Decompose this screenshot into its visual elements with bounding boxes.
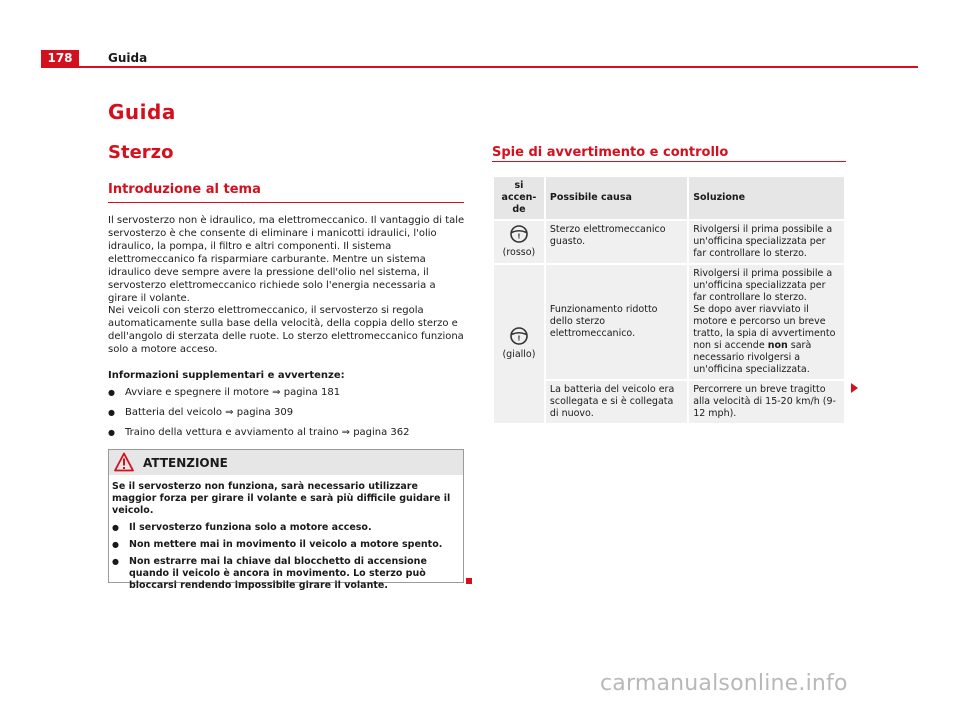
table-row [494, 381, 844, 423]
running-title: Guida [108, 51, 148, 65]
header-rule [41, 66, 918, 68]
column-header-solution: Soluzione [689, 177, 844, 219]
info-label: Informazioni supplementari e avvertenze: [108, 370, 345, 381]
solution-cell [689, 265, 844, 379]
cause-cell: Funzionamento ridotto dello sterzo elettromeccanico. [546, 265, 687, 379]
warning-triangle-icon [114, 452, 134, 472]
warning-item: ● Non estrarre mai la chiave dal blocchetto di accensione quando il veicolo è ancora in movimento. Lo sterzo può bloccarsi rendendo impossibile girare il volante. [112, 556, 462, 592]
warning-title: ATTENZIONE [143, 456, 228, 470]
warning-intro: Se il servosterzo non funziona, sarà necessario utilizzare maggior forza per girare il volante e sarà più difficile guidare il veicolo. [112, 481, 451, 516]
warning-lights-heading: Spie di avvertimento e controllo [492, 145, 729, 160]
table-row [494, 221, 844, 263]
solution-text: Se dopo aver riavviato il motore e percorso un breve tratto, la spia di avvertimento non si accende [693, 304, 836, 351]
cross-reference-item[interactable]: ● Batteria del veicolo ⇒ pagina 309 [108, 406, 468, 419]
section-title: Sterzo [108, 142, 174, 163]
subsection-title: Introduzione al tema [108, 182, 261, 197]
lamp-cell [494, 221, 544, 263]
lamp-color-label: (giallo) [502, 349, 536, 360]
continue-arrow-icon [851, 383, 858, 393]
cross-reference-list [108, 386, 468, 446]
column-header-cause: Possibile causa [546, 177, 687, 219]
solution-text: sarà necessario rivolgersi a un'officina specializzata. [693, 340, 812, 375]
svg-text:!: ! [517, 334, 521, 343]
lamp-cell [494, 265, 544, 423]
warning-item: ● Il servosterzo funziona solo a motore acceso. [112, 522, 462, 534]
cause-cell: Sterzo elettromeccanico guasto. [546, 221, 687, 263]
intro-paragraph-2: Nei veicoli con sterzo elettromeccanico, il servosterzo si regola automaticamente sulla base della velocità, della coppia dello sterzo e dell'angolo di sterzata delle ruote. Lo sterzo elettromeccanico funziona solo a motore acceso. [108, 305, 464, 355]
page-number: 178 [41, 50, 79, 66]
cause-cell: La batteria del veicolo era scollegata e si è collegata di nuovo. [546, 381, 687, 423]
watermark: carmanualsonline.info [600, 671, 848, 696]
chapter-title: Guida [108, 100, 176, 124]
intro-paragraph-1: Il servosterzo non è idraulico, ma elettromeccanico. Il vantaggio di tale servosterzo è che consente di eliminare i manicotti idraulici, l'olio idraulico, la pompa, il filtro e altri componenti. Il sistema elettromeccanico fa risparmiare carburante. Mentre un sistema idraulico deve sempre avere la pressione dell'olio nel sistema, il servosterzo elettromeccanico richiede solo l'energia necessaria a girare il volante. [108, 215, 465, 304]
solution-cell: Percorrere un breve tragitto alla velocità di 15-20 km/h (9-12 mph). [689, 381, 844, 423]
column-header-lamp: si accen-de [494, 177, 544, 219]
table-header-row [494, 177, 844, 219]
steering-wheel-warning-lamp-icon [508, 225, 530, 243]
section-end-marker [466, 578, 472, 584]
solution-text: Rivolgersi il prima possibile a un'officina specializzata per far controllare lo sterzo. [693, 268, 833, 303]
warning-lights-rule [492, 161, 846, 162]
warning-lights-table [492, 175, 846, 425]
cross-reference-item[interactable]: ● Traino della vettura e avviamento al traino ⇒ pagina 362 [108, 426, 468, 439]
solution-emphasis: non [767, 340, 788, 351]
svg-text:!: ! [517, 232, 521, 241]
warning-item: ● Non mettere mai in movimento il veicolo a motore spento. [112, 539, 462, 551]
table-row [494, 265, 844, 379]
lamp-color-label: (rosso) [502, 247, 536, 258]
warning-body [112, 481, 462, 597]
cross-reference-item[interactable]: ● Avviare e spegnere il motore ⇒ pagina 181 [108, 386, 468, 399]
solution-cell: Rivolgersi il prima possibile a un'officina specializzata per far controllare lo sterzo. [689, 221, 844, 263]
steering-wheel-warning-lamp-icon [508, 327, 530, 345]
subsection-rule [108, 202, 464, 203]
warning-list [112, 522, 462, 592]
